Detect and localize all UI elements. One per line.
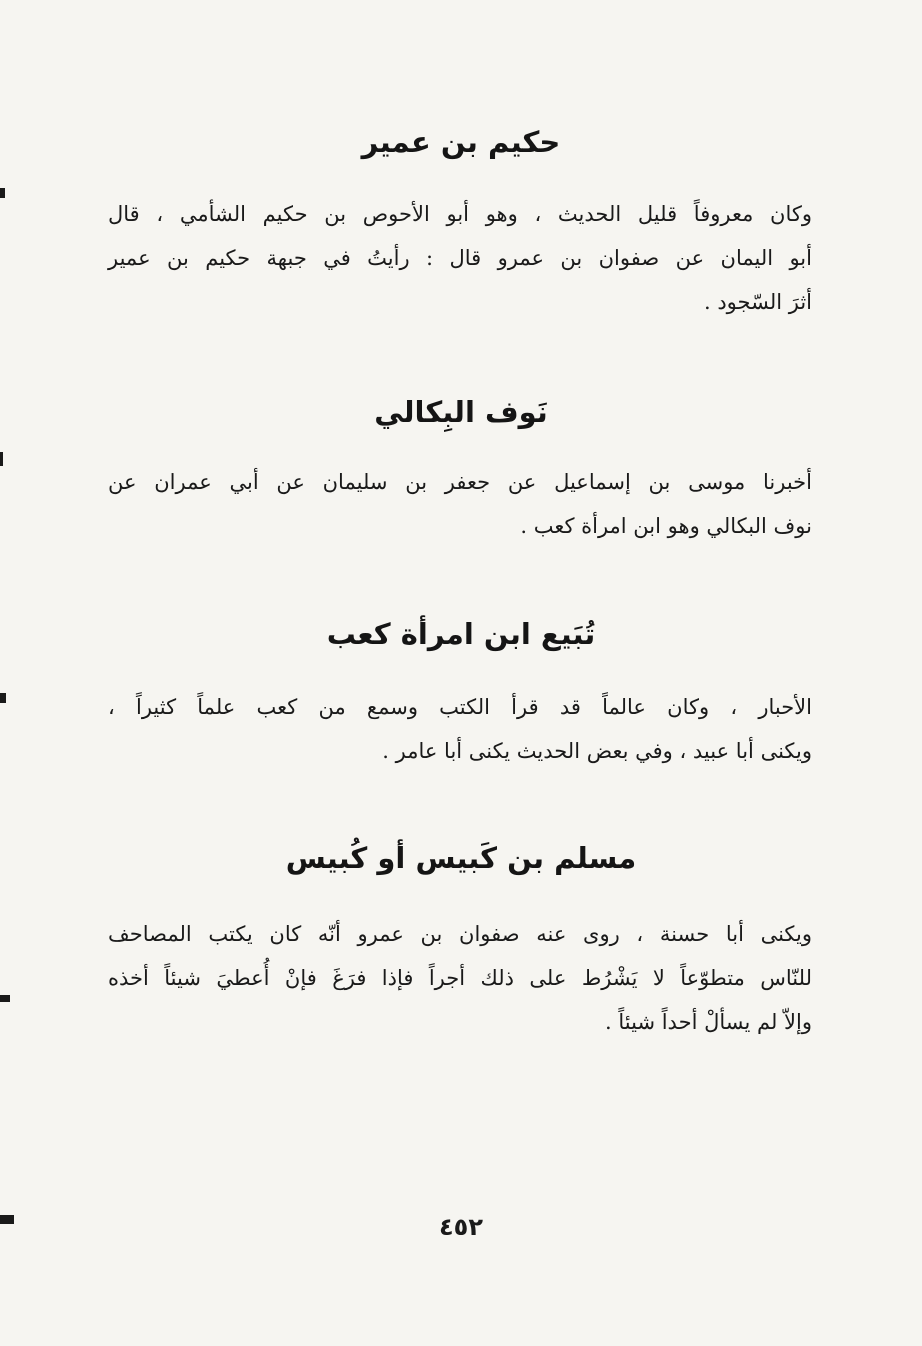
body-line: للنّاس متطوّعاً لا يَشْرُط على ذلك أجراً فإذا فرَغَ فإنْ أُعطيَ شيئاً أخذه bbox=[108, 966, 812, 990]
body-line: أثرَ السّجود . bbox=[703, 290, 812, 314]
body-line: ويكنى أبا عبيد ، وفي بعض الحديث يكنى أبا عامر . bbox=[382, 739, 812, 763]
body-line: الأحبار ، وكان عالماً قد قرأ الكتب وسمع من كعب علماً كثيراً ، bbox=[108, 695, 812, 719]
section-heading-nawf: نَوف البِكالي bbox=[374, 395, 548, 429]
body-line: أخبرنا موسى بن إسماعيل عن جعفر بن سليمان عن أبي عمران عن bbox=[108, 470, 812, 494]
body-line: ويكنى أبا حسنة ، روى عنه صفوان بن عمرو أنّه كان يكتب المصاحف bbox=[108, 922, 812, 946]
body-line: نوف البكالي وهو ابن امرأة كعب . bbox=[520, 514, 812, 538]
section-body-hakim bbox=[108, 192, 812, 324]
section-heading-tubay: تُبَيع ابن امرأة كعب bbox=[326, 617, 596, 651]
body-line: وكان معروفاً قليل الحديث ، وهو أبو الأحوص بن حكيم الشأمي ، قال bbox=[108, 202, 812, 226]
scan-edge-mark bbox=[0, 1215, 14, 1224]
scan-edge-mark bbox=[0, 188, 5, 198]
scan-edge-mark bbox=[0, 693, 6, 703]
scan-edge-mark bbox=[0, 452, 3, 466]
scan-edge-mark bbox=[0, 995, 10, 1002]
body-line: وإلاّ لم يسألْ أحداً شيئاً . bbox=[605, 1010, 812, 1034]
section-heading-muslim: مسلم بن كَبيس أو كُبيس bbox=[285, 841, 637, 875]
section-heading-hakim: حكيم بن عمير bbox=[361, 125, 561, 159]
body-line: أبو اليمان عن صفوان بن عمرو قال : رأيتُ في جبهة حكيم بن عمير bbox=[108, 246, 812, 270]
section-body-tubay bbox=[108, 685, 812, 773]
section-body-muslim bbox=[108, 912, 812, 1044]
page-number: ٤٥٢ bbox=[439, 1213, 483, 1241]
section-body-nawf bbox=[108, 460, 812, 548]
